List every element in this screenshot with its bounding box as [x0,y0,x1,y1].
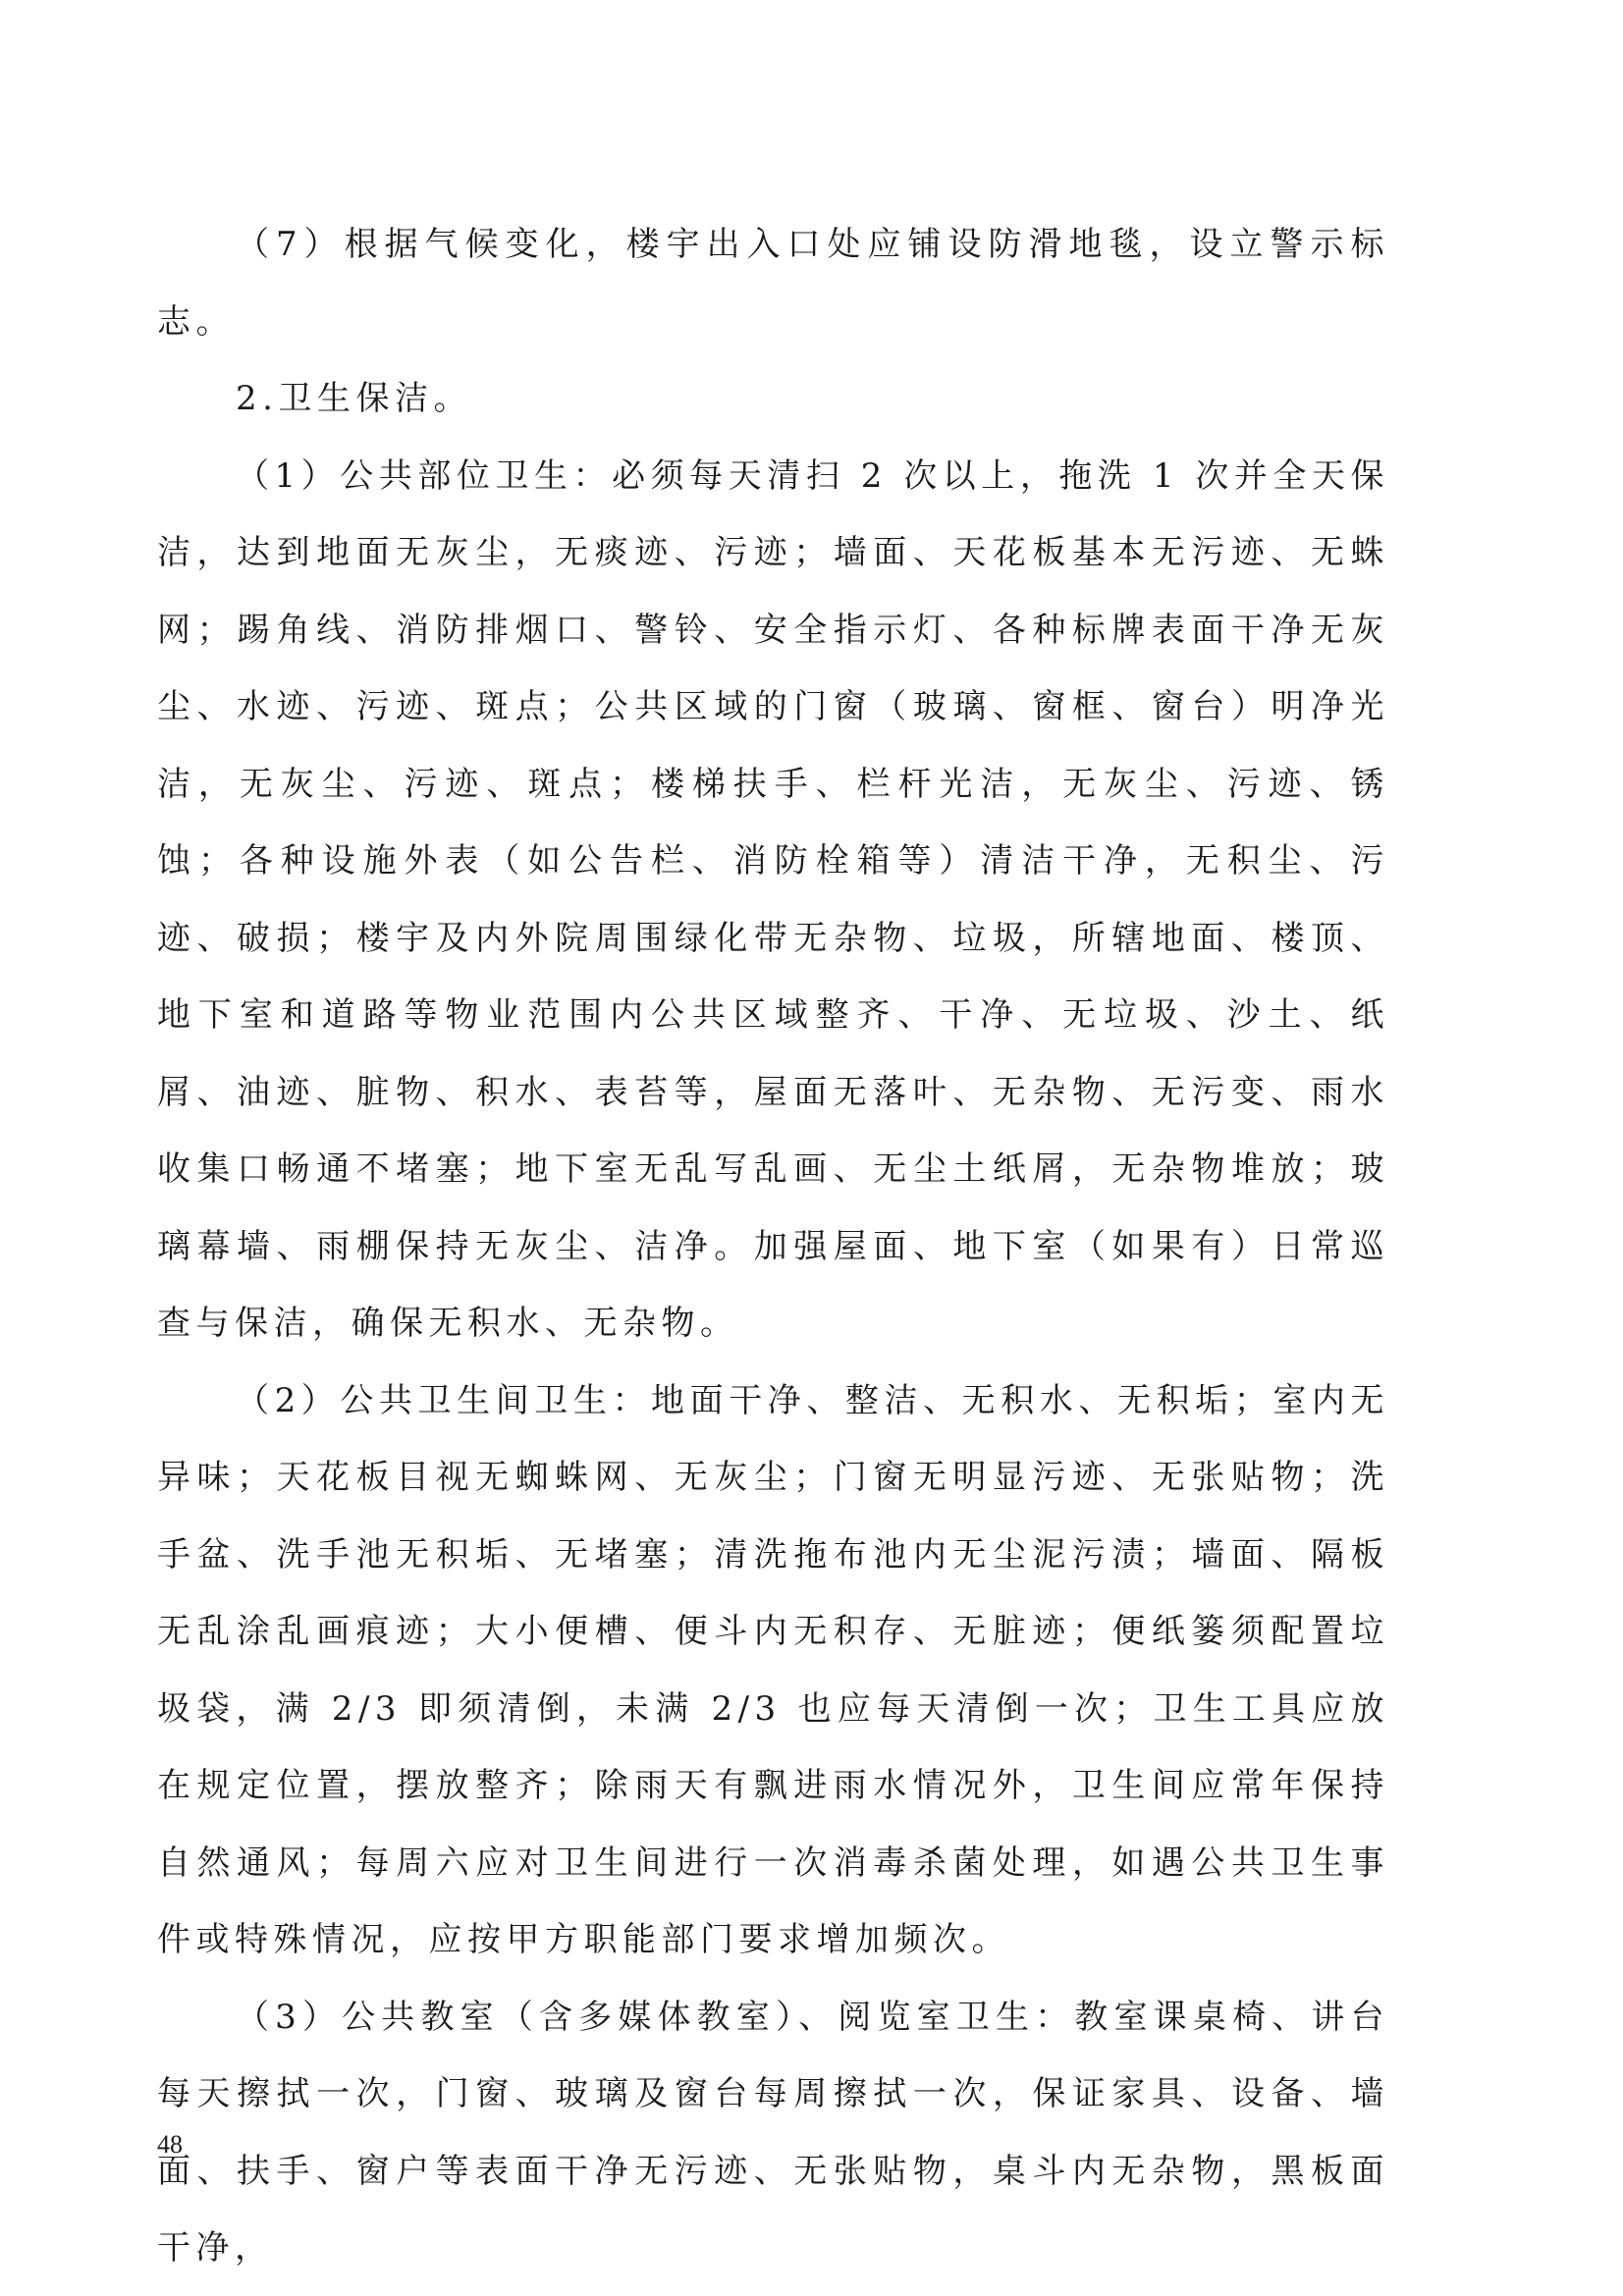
section-heading-cleaning: 2.卫生保洁。 [236,379,472,418]
paragraph-classrooms: （3）公共教室（含多媒体教室）、阅览室卫生：教室课桌椅、讲台每天擦拭一次，门窗、玻璃及窗台每周擦拭一次，保证家具、设备、墙面、扶手、窗户等表面干净无污迹、无张贴物，桌斗内无杂物，黑板面干净， [157,1997,1389,2268]
paragraph-warning-signs: （7）根据气候变化，楼宇出入口处应铺设防滑地毯，设立警示标志。 [157,225,1389,342]
body-text [157,206,1389,2287]
page-number: 48 [157,2130,183,2159]
paragraph-public-areas: （1）公共部位卫生：必须每天清扫 2 次以上，拖洗 1 次并全天保洁，达到地面无灰尘，无痰迹、污迹；墙面、天花板基本无污迹、无蛛网；踢角线、消防排烟口、警铃、安全指示灯、各种标牌表面干净无灰尘、水迹、污迹、斑点；公共区域的门窗（玻璃、窗框、窗台）明净光洁，无灰尘、污迹、斑点；楼梯扶手、栏杆光洁，无灰尘、污迹、锈蚀；各种设施外表（如公告栏、消防栓箱等）清洁干净，无积尘、污迹、破损；楼宇及内外院周围绿化带无杂物、垃圾，所辖地面、楼顶、地下室和道路等物业范围内公共区域整齐、干净、无垃圾、沙土、纸屑、油迹、脏物、积水、表苔等，屋面无落叶、无杂物、无污变、雨水收集口畅通不堵塞；地下室无乱写乱画、无尘土纸屑，无杂物堆放；玻璃幕墙、雨棚保持无灰尘、洁净。加强屋面、地下室（如果有）日常巡查与保洁，确保无积水、无杂物。 [157,455,1389,1343]
paragraph-public-restrooms: （2）公共卫生间卫生：地面干净、整洁、无积水、无积垢；室内无异味；天花板目视无蜘蛛网、无灰尘；门窗无明显污迹、无张贴物；洗手盆、洗手池无积垢、无堵塞；清洗拖布池内无尘泥污渍；墙面、隔板无乱涂乱画痕迹；大小便槽、便斗内无积存、无脏迹；便纸篓须配置垃圾袋，满 2/3 即须清倒，未满 2/3 也应每天清倒一次；卫生工具应放在规定位置，摆放整齐；除雨天有飘进雨水情况外，卫生间应常年保持自然通风；每周六应对卫生间进行一次消毒杀菌处理，如遇公共卫生事件或特殊情况，应按甲方职能部门要求增加频次。 [157,1380,1389,1959]
